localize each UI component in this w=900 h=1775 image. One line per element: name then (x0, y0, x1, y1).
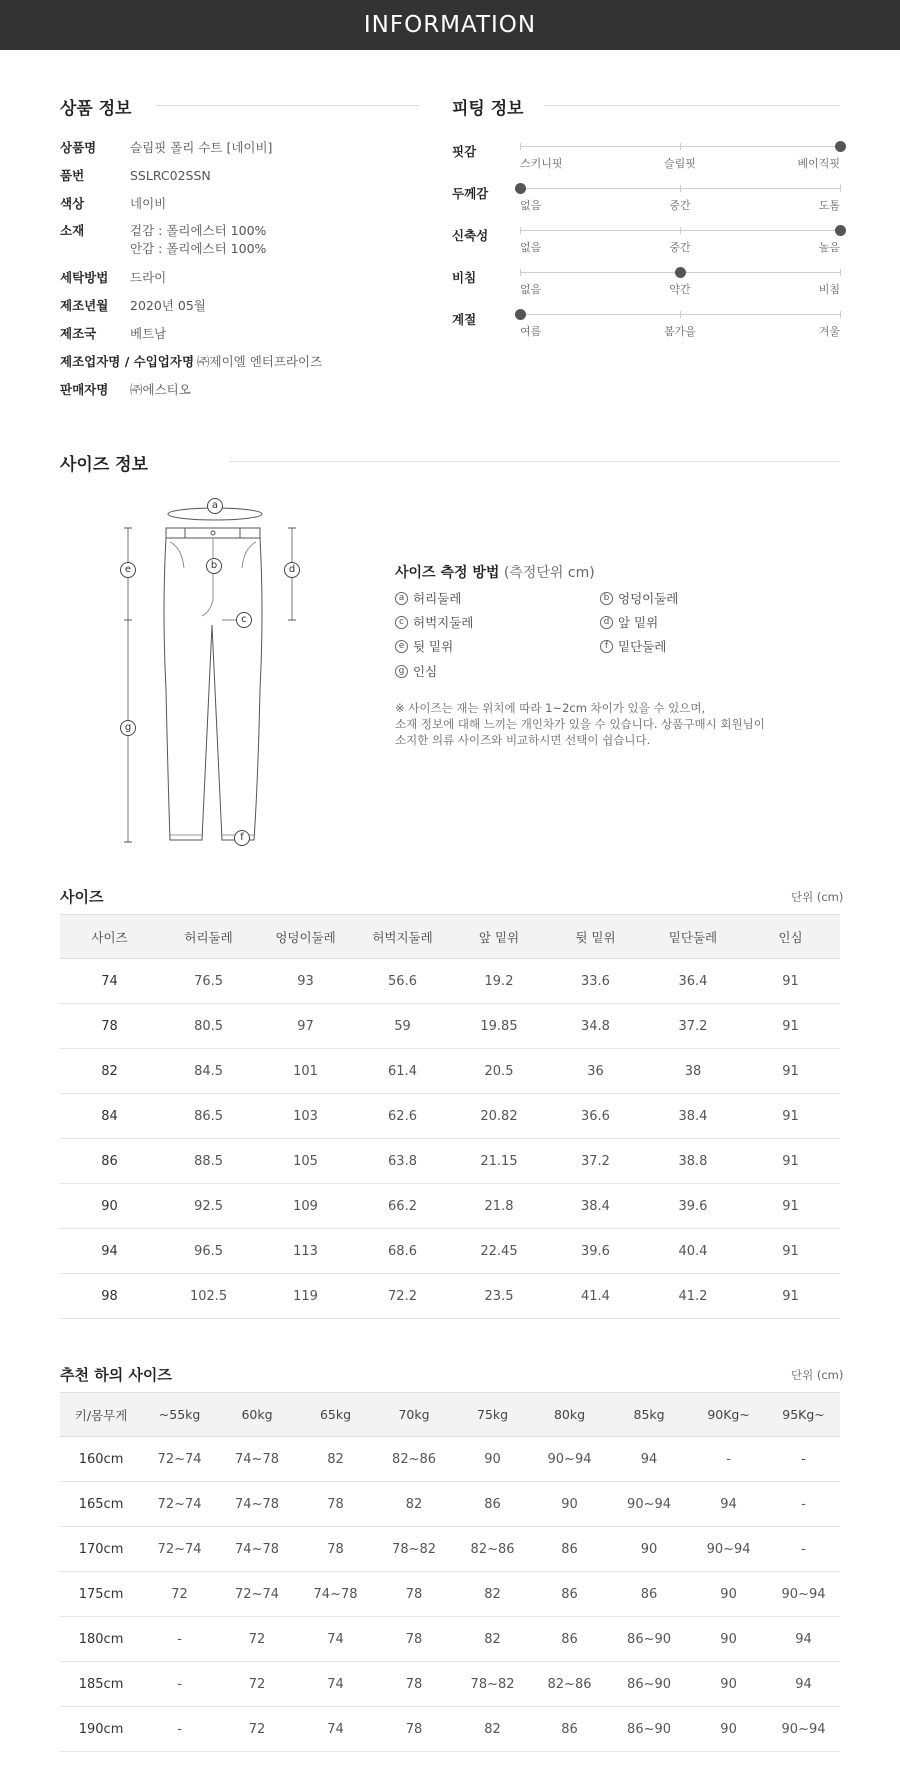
table-cell: 82~86 (531, 1662, 608, 1707)
pants-illustration (110, 490, 310, 855)
measure-item-e (395, 637, 453, 655)
product-code-value: SSLRC02SSN (130, 168, 211, 183)
table-cell: 82 (297, 1437, 374, 1482)
table-cell: 21.15 (452, 1139, 546, 1184)
table-cell: 91 (741, 1094, 840, 1139)
measure-badge-g: g (395, 665, 408, 678)
table-cell: 103 (258, 1094, 353, 1139)
table-cell: 91 (741, 1139, 840, 1184)
table-cell: 40.4 (645, 1229, 741, 1274)
table-row (60, 1139, 840, 1184)
table-row (60, 1707, 840, 1752)
table-cell: 74~78 (217, 1437, 297, 1482)
material-value (130, 222, 266, 258)
manufacture-date-value: 2020년 05월 (130, 298, 206, 313)
table-cell: 170cm (60, 1527, 142, 1572)
table-cell: 91 (741, 1049, 840, 1094)
table-row (60, 1184, 840, 1229)
table-cell: 72~74 (142, 1437, 217, 1482)
table-cell: 86 (531, 1707, 608, 1752)
table-header-cell: 80kg (531, 1393, 608, 1437)
fitting-scale-tick (520, 269, 521, 276)
fitting-option-label: 도톰 (818, 199, 840, 212)
seller-label: 판매자명 (60, 382, 109, 397)
table-row (60, 1274, 840, 1319)
fitting-scale-track (520, 314, 840, 315)
table-cell: 82~86 (454, 1527, 531, 1572)
product-name-label: 상품명 (60, 140, 97, 155)
product-name-row (60, 139, 272, 157)
table-cell: 20.5 (452, 1049, 546, 1094)
table-cell: 41.4 (546, 1274, 645, 1319)
table-cell: 41.2 (645, 1274, 741, 1319)
fitting-scale-tick (680, 311, 681, 318)
fitting-scale-tick (840, 311, 841, 318)
table-cell: 90 (690, 1662, 767, 1707)
table-cell: - (767, 1527, 840, 1572)
table-cell: 23.5 (452, 1274, 546, 1319)
material-row (60, 222, 266, 258)
material-outer: 겉감 : 폴리에스터 100% (130, 223, 267, 238)
measure-label-e: 뒷 밑위 (413, 639, 454, 654)
table-cell: 86.5 (159, 1094, 258, 1139)
table-cell: 72 (142, 1572, 217, 1617)
table-cell: - (142, 1707, 217, 1752)
table-header-cell: 뒷 밑위 (546, 915, 645, 959)
table-cell: 180cm (60, 1617, 142, 1662)
seller-value: ㈜에스티오 (130, 382, 191, 397)
table-cell: - (142, 1662, 217, 1707)
size-table-header-row (60, 915, 840, 959)
table-cell: 98 (60, 1274, 159, 1319)
table-cell: 119 (258, 1274, 353, 1319)
measure-badge-e: e (395, 640, 408, 653)
table-cell: 72 (217, 1707, 297, 1752)
washing-row (60, 269, 166, 287)
fitting-scale-tick (840, 269, 841, 276)
table-header-cell: 95Kg~ (767, 1393, 840, 1437)
size-table-title: 사이즈 (60, 888, 104, 906)
table-cell: - (767, 1437, 840, 1482)
diagram-marker-a: a (207, 498, 223, 514)
size-info-divider (230, 461, 840, 462)
table-cell: 72~74 (142, 1482, 217, 1527)
fitting-option-label: 약간 (669, 283, 691, 296)
material-lining: 안감 : 폴리에스터 100% (130, 241, 267, 256)
manufacture-date-label: 제조년월 (60, 298, 109, 313)
table-cell: 61.4 (353, 1049, 452, 1094)
size-info-title: 사이즈 정보 (60, 455, 149, 475)
table-cell: 72~74 (217, 1572, 297, 1617)
table-cell: 78 (374, 1662, 454, 1707)
diagram-marker-g: g (120, 720, 136, 736)
fitting-label: 비침 (452, 270, 477, 285)
fitting-option-label: 높음 (818, 241, 840, 254)
color-label: 색상 (60, 196, 85, 211)
fitting-option-label: 없음 (520, 241, 542, 254)
table-row (60, 1229, 840, 1274)
table-cell: 19.85 (452, 1004, 546, 1049)
table-cell: 38.4 (645, 1094, 741, 1139)
fitting-option-label: 슬림핏 (664, 157, 696, 170)
table-cell: 78~82 (454, 1662, 531, 1707)
table-header-cell: 키/몸무게 (60, 1393, 142, 1437)
country-value: 베트남 (130, 326, 167, 341)
table-cell: 72~74 (142, 1527, 217, 1572)
table-cell: 90 (454, 1437, 531, 1482)
product-name-value: 슬림핏 폴리 수트 [네이비] (130, 140, 273, 155)
table-cell: 38 (645, 1049, 741, 1094)
fitting-label: 계절 (452, 312, 477, 327)
fitting-label: 두께감 (452, 186, 489, 201)
table-cell: 92.5 (159, 1184, 258, 1229)
fitting-scale-tick (680, 227, 681, 234)
table-cell: 74 (297, 1662, 374, 1707)
measure-item-b (600, 589, 678, 607)
product-info-title: 상품 정보 (60, 99, 132, 119)
fitting-option-label: 중간 (669, 241, 691, 254)
fitting-option-label: 없음 (520, 199, 542, 212)
page-header (0, 0, 900, 50)
table-row (60, 1572, 840, 1617)
table-cell: 90~94 (767, 1707, 840, 1752)
washing-label: 세탁방법 (60, 270, 109, 285)
table-cell: 74 (297, 1617, 374, 1662)
fitting-scale-track (520, 272, 840, 273)
diagram-marker-c: c (236, 612, 252, 628)
table-cell: 105 (258, 1139, 353, 1184)
table-cell: 94 (690, 1482, 767, 1527)
table-cell: 91 (741, 1004, 840, 1049)
table-cell: 86 (531, 1617, 608, 1662)
table-cell: 160cm (60, 1437, 142, 1482)
country-label: 제조국 (60, 326, 97, 341)
table-cell: 56.6 (353, 959, 452, 1004)
measure-item-c (395, 613, 473, 631)
seller-row (60, 381, 191, 399)
table-header-cell: 65kg (297, 1393, 374, 1437)
table-cell: 90 (608, 1527, 690, 1572)
fitting-option-label: 겨울 (818, 325, 840, 338)
fitting-info-title: 피팅 정보 (452, 99, 524, 119)
table-cell: 74 (297, 1707, 374, 1752)
manufacturer-label: 제조업자명 / 수입업자명 (60, 354, 195, 369)
table-cell: 80.5 (159, 1004, 258, 1049)
table-cell: 82 (454, 1707, 531, 1752)
table-cell: 38.4 (546, 1184, 645, 1229)
product-code-label: 품번 (60, 168, 85, 183)
pants-diagram (110, 490, 310, 855)
table-cell: 37.2 (645, 1004, 741, 1049)
measure-label-b: 엉덩이둘레 (618, 591, 679, 606)
table-cell: 90 (690, 1707, 767, 1752)
table-cell: 22.45 (452, 1229, 546, 1274)
measure-label-g: 인심 (413, 664, 438, 679)
diagram-marker-e: e (120, 562, 136, 578)
fitting-selected-dot (835, 225, 846, 236)
table-cell: 39.6 (546, 1229, 645, 1274)
fitting-option-label: 봄가을 (664, 325, 696, 338)
color-row (60, 195, 166, 213)
table-cell: 78 (60, 1004, 159, 1049)
table-header-cell: 사이즈 (60, 915, 159, 959)
table-cell: 20.82 (452, 1094, 546, 1139)
table-cell: 94 (608, 1437, 690, 1482)
table-cell: 78 (374, 1617, 454, 1662)
table-cell: 33.6 (546, 959, 645, 1004)
table-cell: 78 (297, 1482, 374, 1527)
table-cell: 190cm (60, 1707, 142, 1752)
product-info-divider (155, 105, 420, 106)
table-header-cell: 밑단둘레 (645, 915, 741, 959)
table-header-cell: 허벅지둘레 (353, 915, 452, 959)
table-cell: 21.8 (452, 1184, 546, 1229)
measure-method-heading: 사이즈 측정 방법 (395, 565, 500, 581)
table-cell: - (690, 1437, 767, 1482)
table-cell: 78 (374, 1707, 454, 1752)
table-cell: 74 (60, 959, 159, 1004)
table-cell: 82 (454, 1572, 531, 1617)
table-header-cell: 허리둘레 (159, 915, 258, 959)
recommend-table (60, 1392, 840, 1752)
size-note (395, 700, 765, 748)
table-row (60, 1049, 840, 1094)
table-row (60, 1662, 840, 1707)
fitting-selected-dot (515, 309, 526, 320)
table-cell: 101 (258, 1049, 353, 1094)
table-cell: 94 (767, 1662, 840, 1707)
table-cell: 91 (741, 1274, 840, 1319)
table-cell: 74~78 (217, 1527, 297, 1572)
table-cell: 90 (531, 1482, 608, 1527)
table-cell: 36.6 (546, 1094, 645, 1139)
size-table-body (60, 959, 840, 1319)
washing-value: 드라이 (130, 270, 167, 285)
measure-badge-d: d (600, 616, 613, 629)
measure-badge-c: c (395, 616, 408, 629)
table-cell: 72 (217, 1662, 297, 1707)
manufacturer-value: ㈜제이엘 엔터프라이즈 (197, 354, 323, 369)
fitting-label: 핏감 (452, 144, 477, 159)
table-cell: 86 (454, 1482, 531, 1527)
recommend-table-body (60, 1437, 840, 1752)
table-cell: 175cm (60, 1572, 142, 1617)
table-header-cell: 앞 밑위 (452, 915, 546, 959)
measure-method-unit: (측정단위 cm) (503, 565, 595, 581)
measure-badge-f: f (600, 640, 613, 653)
table-cell: 113 (258, 1229, 353, 1274)
table-cell: 34.8 (546, 1004, 645, 1049)
measure-item-f (600, 637, 666, 655)
product-code-row (60, 167, 211, 185)
table-cell: 90 (60, 1184, 159, 1229)
fitting-scale-track (520, 188, 840, 189)
fitting-scale-tick (520, 227, 521, 234)
measure-label-d: 앞 밑위 (618, 615, 659, 630)
table-cell: 38.8 (645, 1139, 741, 1184)
table-header-cell: 60kg (217, 1393, 297, 1437)
fitting-option-label: 비침 (818, 283, 840, 296)
table-cell: 90 (690, 1617, 767, 1662)
fitting-option-label: 여름 (520, 325, 542, 338)
table-cell: 86 (531, 1527, 608, 1572)
table-cell: 90~94 (767, 1572, 840, 1617)
table-header-cell: 엉덩이둘레 (258, 915, 353, 959)
size-note-line-3: 소지한 의류 사이즈와 비교하시면 선택이 쉽습니다. (395, 733, 651, 747)
diagram-marker-d: d (284, 562, 300, 578)
table-cell: 93 (258, 959, 353, 1004)
fitting-info-divider (545, 105, 840, 106)
table-cell: 91 (741, 1229, 840, 1274)
recommend-table-unit: 단위 (cm) (791, 1368, 844, 1382)
fitting-selected-dot (675, 267, 686, 278)
table-cell: 96.5 (159, 1229, 258, 1274)
fitting-scale-tick (520, 143, 521, 150)
fitting-scale-tick (680, 185, 681, 192)
measure-item-d (600, 613, 658, 631)
table-cell: 82 (374, 1482, 454, 1527)
table-cell: 37.2 (546, 1139, 645, 1184)
table-cell: 82 (454, 1617, 531, 1662)
table-cell: 94 (767, 1617, 840, 1662)
manufacturer-row (60, 353, 322, 371)
table-header-cell: ~55kg (142, 1393, 217, 1437)
table-cell: 72.2 (353, 1274, 452, 1319)
size-table (60, 914, 840, 1319)
table-cell: 185cm (60, 1662, 142, 1707)
fitting-scale-track (520, 230, 840, 231)
recommend-table-header-row (60, 1393, 840, 1437)
table-cell: 86 (60, 1139, 159, 1184)
table-row (60, 1094, 840, 1139)
table-header-cell: 85kg (608, 1393, 690, 1437)
table-cell: 59 (353, 1004, 452, 1049)
table-cell: 109 (258, 1184, 353, 1229)
manufacture-date-row (60, 297, 206, 315)
table-cell: 90~94 (531, 1437, 608, 1482)
size-note-line-2: 소재 정보에 대해 느끼는 개인차가 있을 수 있습니다. 상품구매시 회원님이 (395, 717, 765, 731)
table-cell: 78~82 (374, 1527, 454, 1572)
measure-method-title (395, 562, 595, 582)
fitting-selected-dot (515, 183, 526, 194)
measure-badge-a: a (395, 592, 408, 605)
table-cell: 84 (60, 1094, 159, 1139)
table-header-cell: 90Kg~ (690, 1393, 767, 1437)
fitting-option-label: 없음 (520, 283, 542, 296)
table-row (60, 1437, 840, 1482)
table-cell: 39.6 (645, 1184, 741, 1229)
table-cell: 86 (608, 1572, 690, 1617)
size-table-unit: 단위 (cm) (791, 890, 844, 904)
table-cell: 82~86 (374, 1437, 454, 1482)
recommend-table-title: 추천 하의 사이즈 (60, 1366, 172, 1384)
table-cell: 68.6 (353, 1229, 452, 1274)
table-cell: 86~90 (608, 1707, 690, 1752)
table-cell: 62.6 (353, 1094, 452, 1139)
fitting-scale-tick (680, 143, 681, 150)
table-cell: 97 (258, 1004, 353, 1049)
table-row (60, 1617, 840, 1662)
table-cell: 91 (741, 959, 840, 1004)
measure-label-a: 허리둘레 (413, 591, 462, 606)
size-note-line-1: ※ 사이즈는 재는 위치에 따라 1~2cm 차이가 있을 수 있으며, (395, 701, 706, 715)
table-header-cell: 70kg (374, 1393, 454, 1437)
fitting-selected-dot (835, 141, 846, 152)
color-value: 네이비 (130, 196, 167, 211)
measure-item-g (395, 662, 437, 680)
diagram-marker-b: b (206, 558, 222, 574)
fitting-scale-tick (840, 185, 841, 192)
measure-label-f: 밑단둘레 (618, 639, 667, 654)
table-cell: 63.8 (353, 1139, 452, 1184)
table-cell: 78 (374, 1572, 454, 1617)
table-cell: 90 (690, 1572, 767, 1617)
table-cell: 66.2 (353, 1184, 452, 1229)
table-cell: 86~90 (608, 1617, 690, 1662)
country-row (60, 325, 166, 343)
table-cell: 88.5 (159, 1139, 258, 1184)
table-cell: 36 (546, 1049, 645, 1094)
table-row (60, 959, 840, 1004)
fitting-option-label: 베이직핏 (797, 157, 840, 170)
measure-label-c: 허벅지둘레 (413, 615, 474, 630)
diagram-marker-f: f (234, 830, 250, 846)
table-cell: 76.5 (159, 959, 258, 1004)
table-cell: 19.2 (452, 959, 546, 1004)
table-cell: 82 (60, 1049, 159, 1094)
table-cell: 165cm (60, 1482, 142, 1527)
table-cell: - (142, 1617, 217, 1662)
table-cell: 90~94 (690, 1527, 767, 1572)
table-cell: 36.4 (645, 959, 741, 1004)
measure-item-a (395, 589, 461, 607)
table-row (60, 1527, 840, 1572)
table-cell: 102.5 (159, 1274, 258, 1319)
table-cell: 94 (60, 1229, 159, 1274)
fitting-label: 신축성 (452, 228, 489, 243)
table-header-cell: 75kg (454, 1393, 531, 1437)
fitting-option-label: 스키니핏 (520, 157, 563, 170)
table-cell: - (767, 1482, 840, 1527)
table-row (60, 1482, 840, 1527)
fitting-option-label: 중간 (669, 199, 691, 212)
table-cell: 91 (741, 1184, 840, 1229)
table-cell: 78 (297, 1527, 374, 1572)
measure-badge-b: b (600, 592, 613, 605)
material-label: 소재 (60, 223, 85, 238)
table-row (60, 1004, 840, 1049)
table-cell: 86~90 (608, 1662, 690, 1707)
table-cell: 74~78 (297, 1572, 374, 1617)
table-cell: 86 (531, 1572, 608, 1617)
table-cell: 72 (217, 1617, 297, 1662)
table-cell: 74~78 (217, 1482, 297, 1527)
table-cell: 84.5 (159, 1049, 258, 1094)
fitting-scale-track (520, 146, 840, 147)
table-cell: 90~94 (608, 1482, 690, 1527)
table-header-cell: 인심 (741, 915, 840, 959)
header-title: INFORMATION (363, 12, 537, 38)
